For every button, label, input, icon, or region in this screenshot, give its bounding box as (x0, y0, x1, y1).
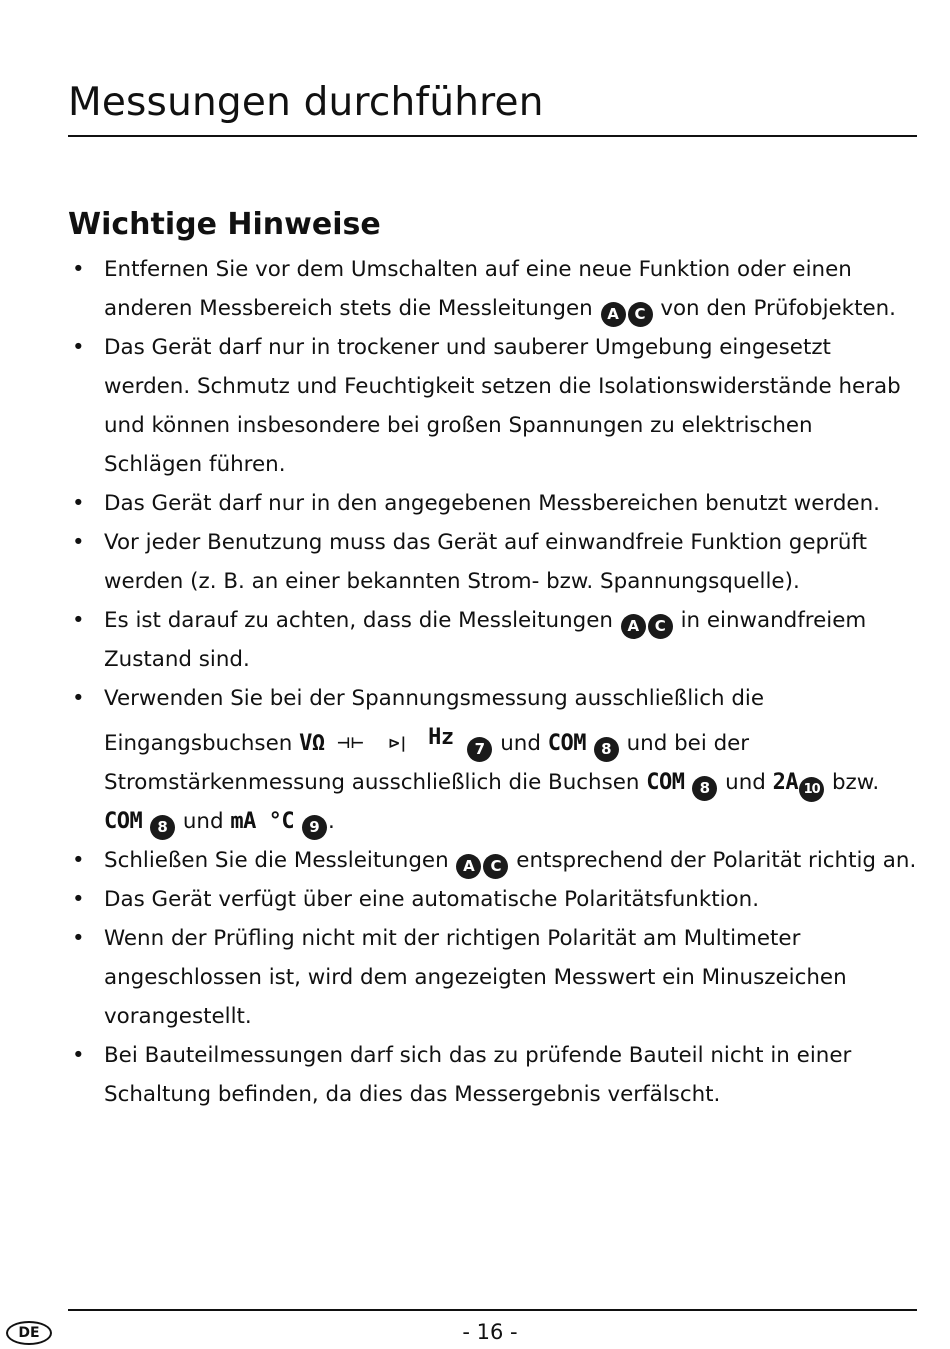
item-text: Entfernen Sie vor dem Umschalten auf eine neue Funktion oder einen anderen Messbereich stets die Messleitungen (104, 257, 852, 321)
ref-badge-8: 8 (150, 815, 175, 840)
capacitor-symbol-icon: ⊣⊢ (336, 734, 365, 752)
list-item (68, 919, 917, 1036)
page-number: - 16 - (462, 1320, 518, 1344)
item-text: und bei der Stromstärkenmessung ausschließlich die Buchsen (104, 731, 750, 795)
item-text: Vor jeder Benutzung muss das Gerät auf einwandfreie Funktion geprüft werden (z. B. an einer bekannten Strom- bzw. Spannungsquelle). (104, 530, 868, 594)
list-item (68, 841, 917, 880)
ref-badge-8: 8 (692, 776, 717, 801)
item-text: Verwenden Sie bei der Spannungsmessung ausschließlich die Eingangsbuchsen (104, 686, 764, 756)
diode-symbol-icon: ⊳| (388, 734, 407, 752)
item-text: und (500, 731, 541, 756)
list-item (68, 1036, 917, 1114)
list-item (68, 679, 917, 841)
item-text: Schließen Sie die Messleitungen (104, 848, 449, 873)
item-text: . (327, 809, 335, 834)
terminal-v-ohm-label: VΩ (299, 731, 325, 756)
list-item (68, 523, 917, 601)
item-text: Wenn der Prüfling nicht mit der richtigen Polarität am Multimeter angeschlossen ist, wird dem angezeigten Messwert ein Minuszeichen vorangestellt. (104, 926, 847, 1029)
terminal-2a-label: 2A (772, 770, 799, 795)
ref-badge-10: 10 (799, 777, 824, 802)
list-item (68, 484, 917, 523)
terminal-ma-celsius-label: mA °C (230, 809, 295, 834)
page-title: Messungen durchführen (68, 80, 544, 125)
item-text: Es ist darauf zu achten, dass die Messleitungen (104, 608, 613, 633)
item-text: bzw. (831, 770, 880, 795)
ref-badge-8: 8 (594, 737, 619, 762)
lead-c-badge: C (648, 614, 673, 639)
lead-a-badge: A (456, 854, 481, 879)
title-divider (68, 135, 917, 137)
item-text: und (182, 809, 224, 834)
item-text: Das Gerät darf nur in den angegebenen Messbereichen benutzt werden. (104, 491, 880, 516)
ref-badge-9: 9 (302, 815, 327, 840)
list-item (68, 601, 917, 679)
footer-divider (68, 1309, 917, 1311)
item-text: Bei Bauteilmessungen darf sich das zu prüfende Bauteil nicht in einer Schaltung befinden, da dies das Messergebnis verfälscht. (104, 1043, 852, 1107)
item-text: entsprechend der Polarität richtig an. (516, 848, 917, 873)
item-text: Das Gerät verfügt über eine automatische Polaritätsfunktion. (104, 887, 760, 912)
item-text: in einwandfreiem Zustand sind. (104, 608, 867, 672)
item-text: Das Gerät darf nur in trockener und sauberer Umgebung eingesetzt werden. Schmutz und Feuchtigkeit setzen die Isolationswiderstände herab und können insbesondere bei großen Spannungen zu elektrischen Schlägen führen. (104, 335, 901, 477)
list-item (68, 250, 917, 328)
terminal-com-label: COM (104, 809, 143, 834)
lead-a-badge: A (621, 614, 646, 639)
terminal-com-label: COM (646, 770, 685, 795)
lead-c-badge: C (628, 302, 653, 327)
lead-a-badge: A (601, 302, 626, 327)
language-badge: DE (6, 1321, 52, 1345)
item-text: und (725, 770, 766, 795)
list-item (68, 328, 917, 484)
item-text: von den Prüfobjekten. (660, 296, 896, 321)
notes-list (68, 250, 917, 1114)
terminal-hz-label: Hz (428, 725, 454, 750)
terminal-com-label: COM (547, 731, 586, 756)
lead-c-badge: C (483, 854, 508, 879)
ref-badge-7: 7 (467, 737, 492, 762)
list-item (68, 880, 917, 919)
section-heading: Wichtige Hinweise (68, 207, 381, 242)
